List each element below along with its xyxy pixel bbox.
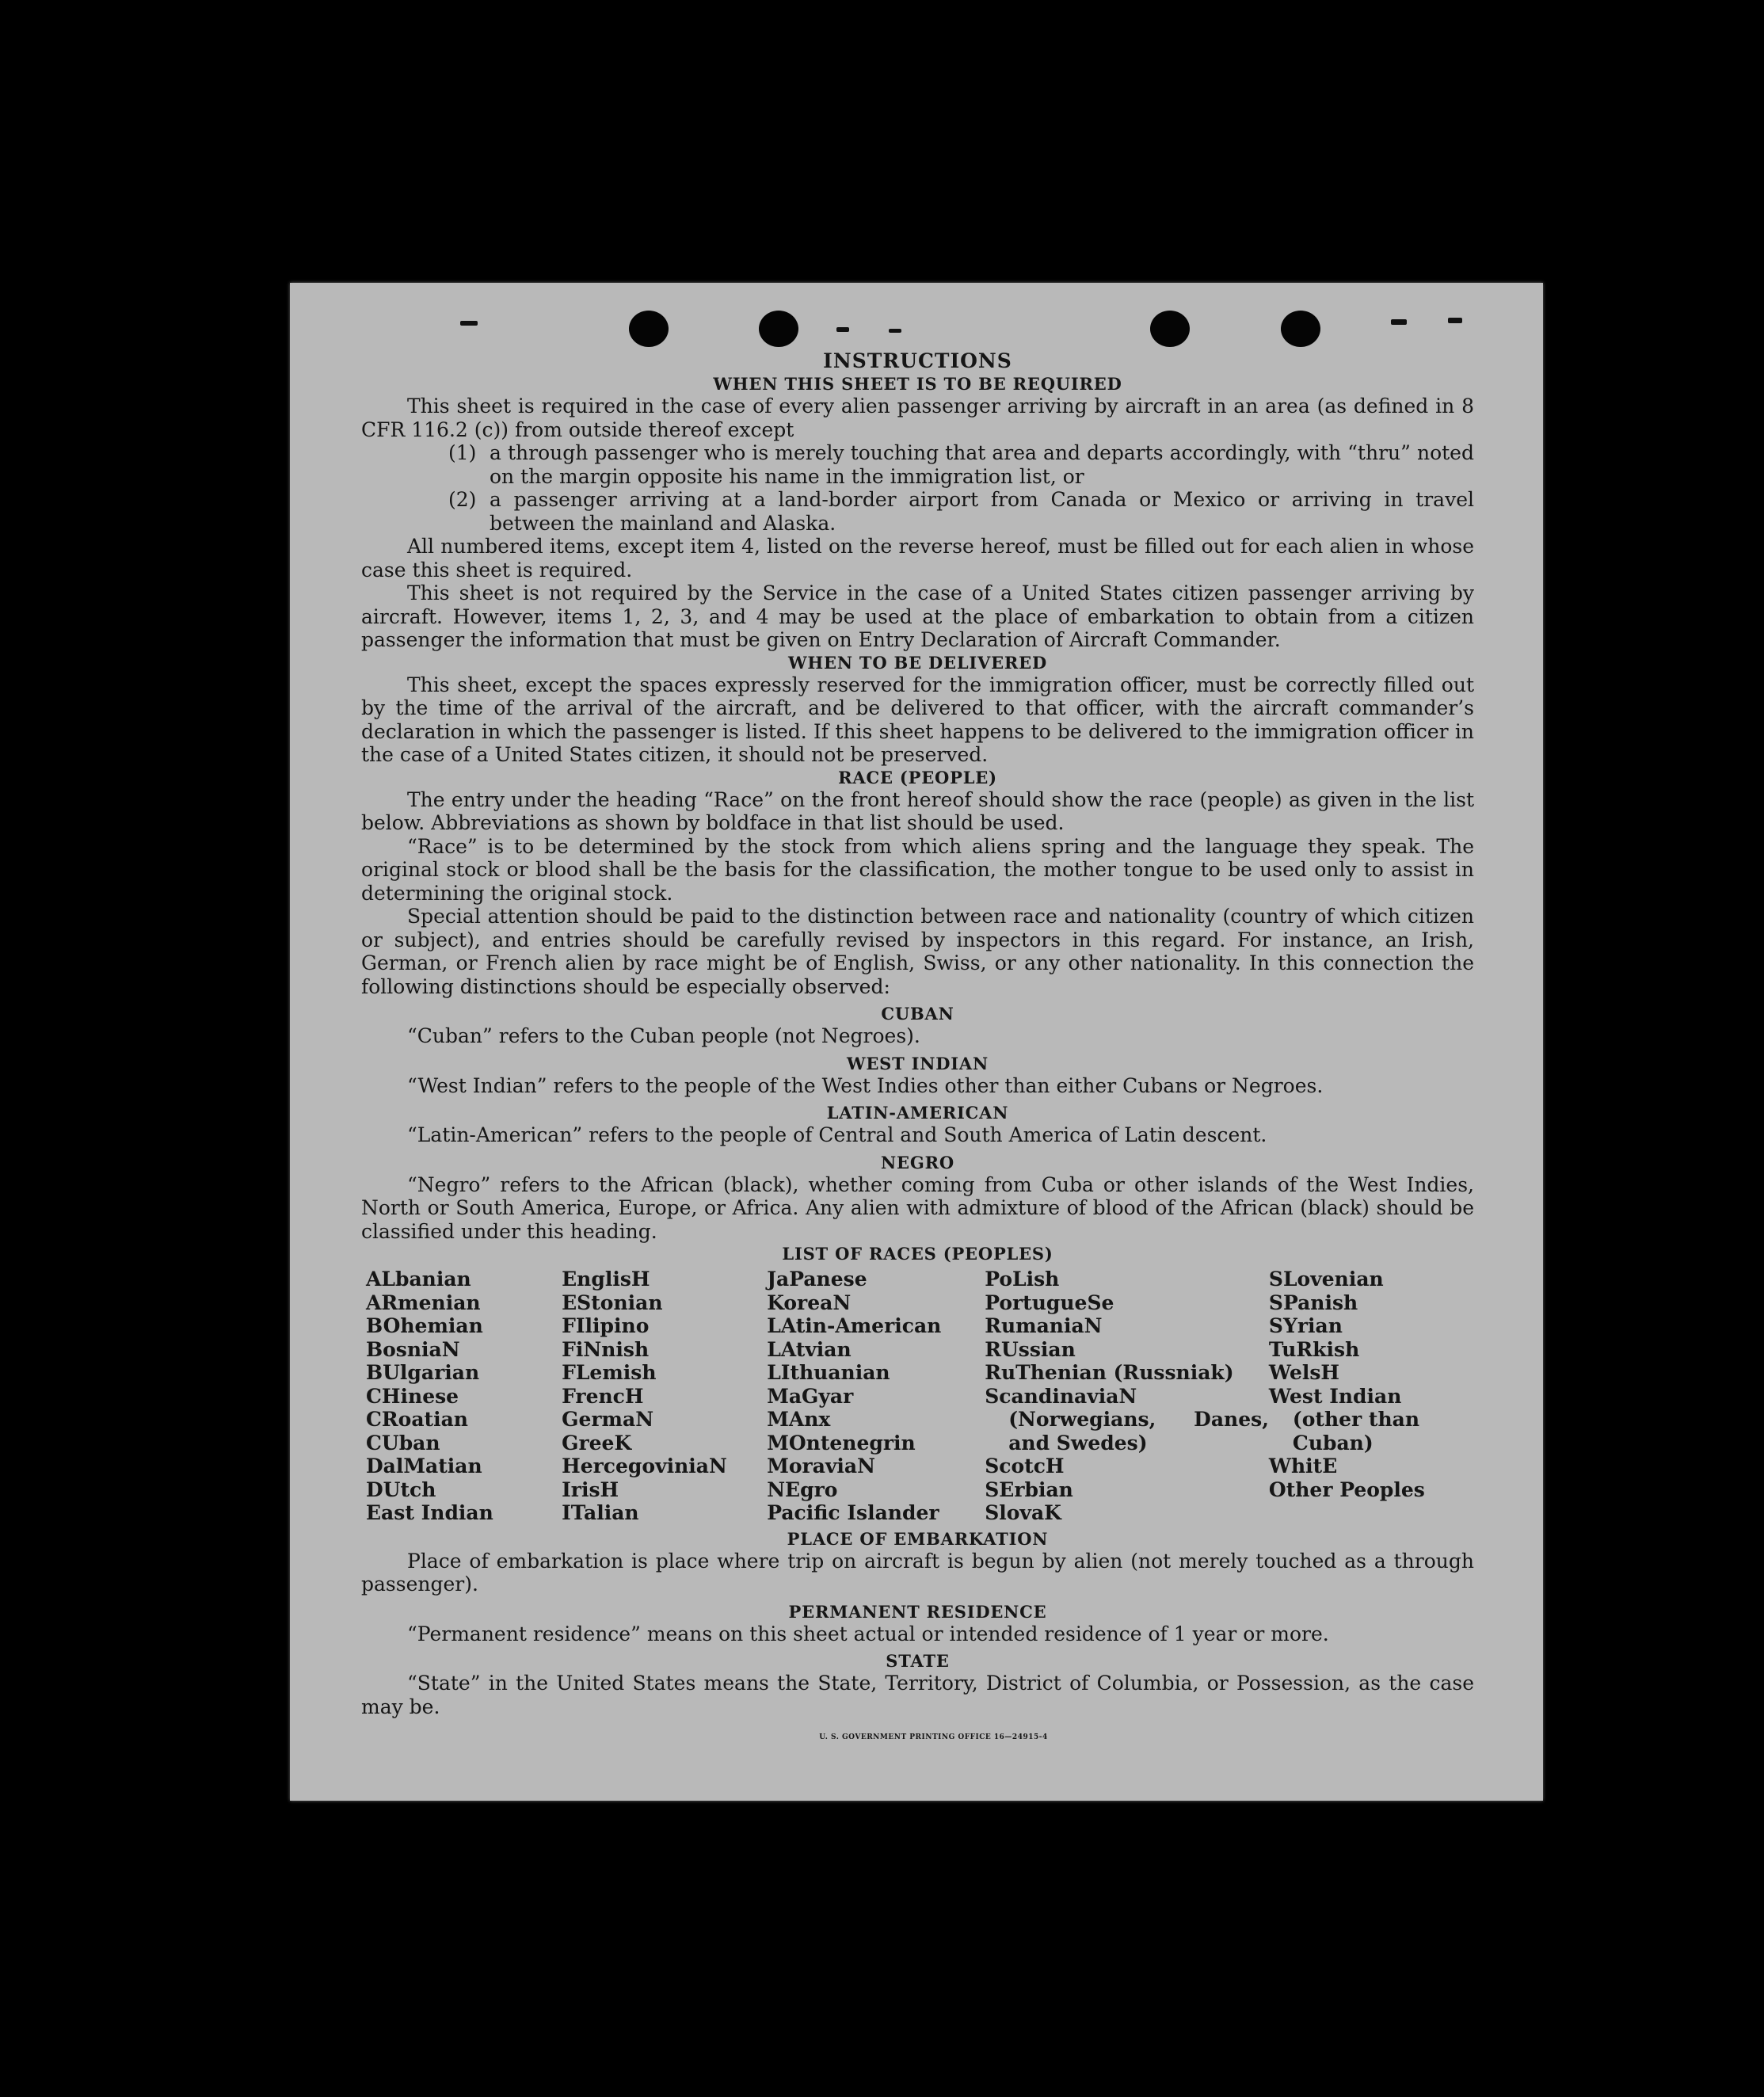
paragraph: “West Indian” refers to the people of the West Indies other than either Cubans or Negroes. [407, 1073, 1324, 1097]
section-heading: LATIN-AMERICAN [826, 1103, 1009, 1123]
race-item: MoraviaN [767, 1455, 875, 1477]
race-item: LAtin-American [767, 1314, 942, 1337]
punch-hole [1281, 311, 1320, 347]
race-item: West Indian (other than Cuban) [1268, 1384, 1420, 1455]
numbered-item [361, 488, 1474, 535]
punch-hole [1150, 311, 1190, 347]
race-item: Other Peoples [1268, 1477, 1425, 1501]
race-item: ScotcH [985, 1455, 1065, 1477]
race-item: IrisH [562, 1477, 619, 1501]
race-item: SErbian [985, 1477, 1073, 1501]
paragraph: “Permanent residence” means on this sheet actual or intended residence of 1 year or more. [407, 1622, 1329, 1645]
ink-mark [1391, 319, 1407, 325]
section-heading: PERMANENT RESIDENCE [788, 1601, 1047, 1622]
race-item: ScandinaviaN (Norwegians, Danes, and Swedes) [985, 1384, 1269, 1455]
paragraph: This sheet, except the spaces expressly reserved for the immigration officer, must be correctly filled out by the time of the arrival of the aircraft, and be delivered to that officer, with the aircraft commander’s declaration in which the passenger is listed. If this sheet happens to be delivered to the immigration officer in the case of a United States citizen, it should not be preserved. [361, 673, 1474, 766]
race-item: PortugueSe [985, 1291, 1114, 1314]
paragraph: Place of embarkation is place where trip on aircraft is begun by alien (not merely touched as a through passenger). [361, 1549, 1474, 1596]
section-heading: CUBAN [881, 1004, 954, 1024]
document-sheet [290, 283, 1543, 1801]
section-heading: RACE (PEOPLE) [838, 767, 997, 787]
race-item: GreeK [562, 1431, 632, 1455]
ink-mark [1448, 318, 1462, 323]
paragraph: Special attention should be paid to the distinction between race and nationality (country of which citizen or subject), and entries should be carefully revised by inspectors in this regard. For instance, an Irish, German, or French alien by race might be of English, Swiss, or any other nationality. In this connection the following distinctions should be especially observed: [361, 905, 1474, 998]
item-text: a through passenger who is merely touching that area and departs accordingly, with “thru” noted on the margin opposite his name in the immigration list, or [490, 441, 1474, 488]
section-heading: PLACE OF EMBARKATION [787, 1528, 1049, 1549]
race-item: SlovaK [985, 1501, 1061, 1524]
race-item: BOhemian [366, 1314, 483, 1337]
section-heading: LIST OF RACES (PEOPLES) [782, 1244, 1053, 1264]
race-item: DalMatian [366, 1455, 482, 1477]
race-list [366, 1268, 1474, 1525]
race-item: SPanish [1268, 1291, 1358, 1314]
race-column [1269, 1268, 1474, 1525]
paragraph: All numbered items, except item 4, listed on the reverse hereof, must be filled out for each alien in whose case this sheet is required. [361, 535, 1474, 581]
race-item: BosniaN [366, 1337, 460, 1361]
punch-hole [759, 311, 798, 347]
race-item: GermaN [562, 1408, 654, 1431]
paragraph: “Race” is to be determined by the stock from which aliens spring and the language they speak. The original stock or blood shall be the basis for the classification, the mother tongue to be used only to assist in determining the original stock. [361, 834, 1474, 905]
ink-mark [889, 329, 901, 333]
race-item: East Indian [366, 1501, 493, 1524]
race-item: RumaniaN [985, 1314, 1103, 1337]
section-heading: STATE [886, 1651, 950, 1671]
race-item: BUlgarian [366, 1361, 480, 1384]
race-column [985, 1268, 1269, 1525]
item-text: a passenger arriving at a land-border airport from Canada or Mexico or arriving in travel between the mainland and Alaska. [490, 488, 1474, 535]
race-item: EStonian [562, 1291, 663, 1314]
section-heading: WHEN TO BE DELIVERED [787, 652, 1047, 673]
paragraph: “Latin-American” refers to the people of Central and South America of Latin descent. [407, 1123, 1267, 1146]
race-item: MaGyar [767, 1384, 854, 1408]
race-item: FIlipino [562, 1314, 650, 1337]
race-item: TuRkish [1268, 1337, 1360, 1361]
punch-hole [629, 311, 669, 347]
paragraph: This sheet is not required by the Service in the case of a United States citizen passenger arriving by aircraft. However, items 1, 2, 3, and 4 may be used at the place of embarkation to obtain from a citizen passenger the information that must be given on Entry Declaration of Aircraft Commander. [361, 581, 1474, 651]
race-item: CHinese [366, 1384, 459, 1408]
race-item: MOntenegrin [767, 1431, 916, 1455]
race-item: LIthuanian [767, 1361, 890, 1384]
printing-office-footer: U. S. GOVERNMENT PRINTING OFFICE 16—24915-4 [819, 1733, 1048, 1741]
race-item: SLovenian [1268, 1268, 1384, 1291]
instructions-content [361, 349, 1474, 1750]
section-heading: WEST INDIAN [846, 1053, 989, 1073]
section-heading: NEGRO [881, 1152, 954, 1172]
ink-mark [460, 321, 478, 326]
item-number: (2) [448, 488, 477, 511]
paragraph: “State” in the United States means the State, Territory, District of Columbia, or Possession, as the case may be. [361, 1672, 1474, 1718]
race-column [767, 1268, 985, 1525]
race-item: WhitE [1268, 1455, 1338, 1477]
race-item: JaPanese [767, 1268, 867, 1291]
race-item: NEgro [767, 1477, 838, 1501]
ink-mark [836, 327, 849, 332]
race-item: RuThenian (Russniak) [985, 1361, 1234, 1384]
paragraph: This sheet is required in the case of every alien passenger arriving by aircraft in an area (as defined in 8 CFR 116.2 (c)) from outside thereof except [361, 395, 1474, 441]
race-item: SYrian [1268, 1314, 1343, 1337]
race-column [366, 1268, 562, 1525]
race-item: Pacific Islander [767, 1501, 939, 1524]
race-item: WelsH [1268, 1361, 1340, 1384]
paragraph: The entry under the heading “Race” on the front hereof should show the race (people) as given in the list below. Abbreviations as shown by boldface in that list should be used. [361, 787, 1474, 834]
race-item: HercegoviniaN [562, 1455, 727, 1477]
race-item: CRoatian [366, 1408, 468, 1431]
race-item: ITalian [562, 1501, 639, 1524]
race-item: DUtch [366, 1477, 436, 1501]
race-item: PoLish [985, 1268, 1060, 1291]
section-heading: WHEN THIS SHEET IS TO BE REQUIRED [713, 374, 1122, 394]
numbered-item [361, 441, 1474, 488]
paragraph: “Negro” refers to the African (black), whether coming from Cuba or other islands of the West Indies, North or South America, Europe, or Africa. Any alien with admixture of blood of the African (black) should be classified under this heading. [361, 1172, 1474, 1243]
race-item: FrencH [562, 1384, 644, 1408]
race-item: LAtvian [767, 1337, 852, 1361]
race-item: MAnx [767, 1408, 831, 1431]
race-item: KoreaN [767, 1291, 852, 1314]
race-item: ALbanian [366, 1268, 471, 1291]
race-item: EnglisH [562, 1268, 650, 1291]
race-item: FiNnish [562, 1337, 650, 1361]
paragraph: “Cuban” refers to the Cuban people (not Negroes). [407, 1024, 920, 1047]
race-item: CUban [366, 1431, 440, 1455]
race-column [562, 1268, 767, 1525]
page-title: INSTRUCTIONS [823, 349, 1012, 372]
item-number: (1) [448, 441, 477, 464]
race-item: FLemish [562, 1361, 657, 1384]
race-item: ARmenian [366, 1291, 481, 1314]
race-item: RUssian [985, 1337, 1076, 1361]
